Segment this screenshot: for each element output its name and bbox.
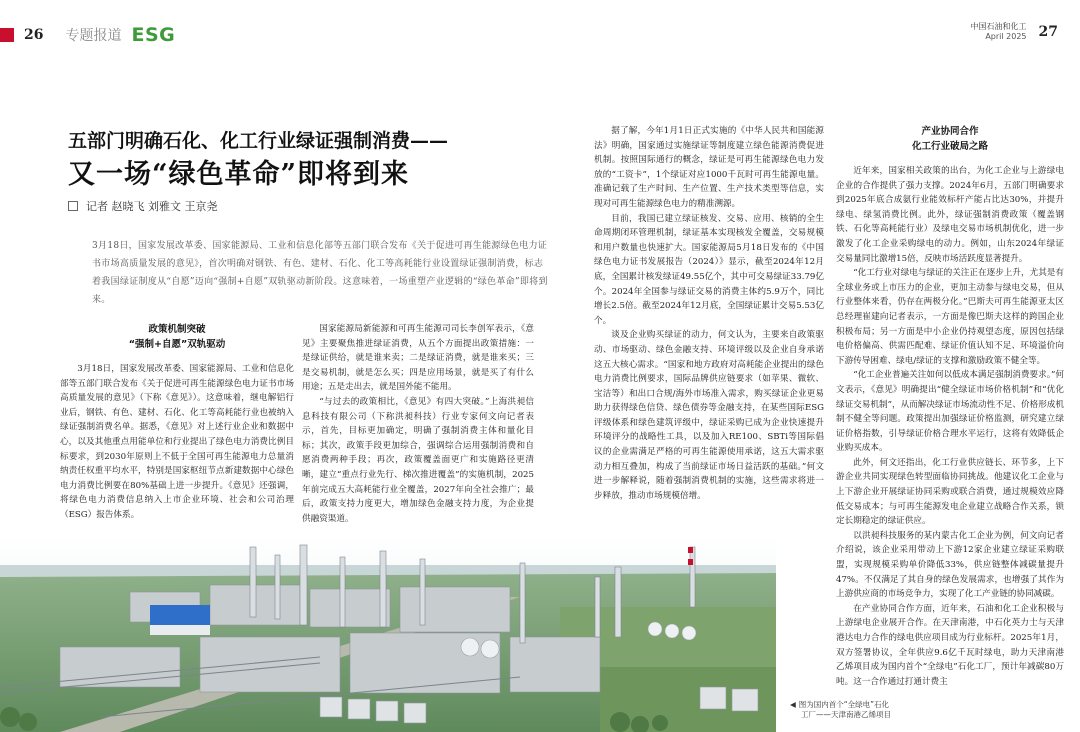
paragraph: “与过去的政策相比，《意见》有四大突破。”上海洪昶信息科技有限公司（下称洪昶科技）行业专家何文向记者表示，首先，目标更加确定，明确了强制消费主体和量化目标；其次，政策手段更加综合，强调综合运用强制消费和自愿消费两种手段；再次，政策覆盖面更广和实施路径更清晰，建立“重点行业先行、梯次推进覆盖”的实施机制，2025年前完成五大高耗能行业全覆盖，2027年向全社会推广；最后，政策支持力度更大，增加绿色金融支持力度，为企业提供融资渠道。 bbox=[302, 396, 534, 524]
magazine-name: 中国石油和化工 bbox=[970, 22, 1027, 31]
article-title: 又一场“绿色革命”即将到来 bbox=[68, 159, 410, 190]
page-number-right: 27 bbox=[1038, 24, 1058, 40]
byline-text: 记者 赵晓飞 刘雅文 王京尧 bbox=[86, 200, 218, 213]
page-header-right bbox=[971, 22, 1058, 42]
column-2 bbox=[302, 322, 534, 526]
article-byline bbox=[68, 198, 218, 214]
section-label: 专题报道 bbox=[65, 28, 122, 44]
paragraph: 据了解，今年1月1日正式实施的《中华人民共和国能源法》明确，国家通过实施绿证等制度建立绿色能源消费促进机制。按照国际通行的概念，绿证是可再生能源绿色电力发放的“工资卡”，1个绿证对应1000千瓦时可再生能源电量。准确记载了生产时间、生产位置、生产技术类型等信息，实现对可再生能源绿色电力的精准溯源。 bbox=[594, 126, 824, 209]
byline-box-icon bbox=[68, 201, 78, 211]
photo-caption bbox=[790, 700, 891, 720]
caption-line: 工厂——天津南港乙烯项目 bbox=[801, 710, 891, 719]
subhead-industry bbox=[836, 124, 1064, 154]
caption-arrow-icon: ◀ bbox=[790, 700, 796, 709]
paragraph: 3月18日，国家发展改革委、国家能源局、工业和信息化部等五部门联合发布《关于促进可再生能源绿色电力证书市场高质量发展的意见》（下称《意见》）。这意味着，继电解铝行业后，钢铁、有色、建材、石化、化工等高耗能行业也被纳入绿证强制消费名单。据悉，《意见》对上述行业企业和数据中心，以及其他重点用能单位和行业提出了绿色电力消费比例目标要求，到2030年原则上不低于全国可再生能源电力总量消纳责任权重平均水平，特别是国家枢纽节点新建数据中心绿色电力消费比例要在80%基础上进一步提升。《意见》还强调，将绿色电力消费信息纳入上市企业环境、社会和公司治理（ESG）报告体系。 bbox=[60, 364, 294, 520]
subhead-line: 政策机制突破 bbox=[148, 324, 206, 335]
column-4 bbox=[836, 124, 1064, 689]
refinery-illustration bbox=[0, 537, 776, 732]
paragraph: “化工行业对绿电与绿证的关注正在逐步上升，尤其是有全球业务或上市压力的企业，更加主动参与绿电交易，但从行业整体来看，仍存在两极分化。”巴斯夫可再生能源亚太区总经理崔建向记者表示，一方面是像巴斯夫这样的跨国企业积极布局；另一方面是中小企业仍持观望态度，原因包括绿电价格偏高、供需匹配难、绿证价值认知不足、环境溢价向下游传导困难、绿电/绿证的支撑和激励政策不健全等。 bbox=[836, 268, 1064, 366]
refinery-photo bbox=[0, 537, 776, 732]
paragraph: 目前，我国已建立绿证核发、交易、应用、核销的全生命周期闭环管理机制，绿证基本实现核发全覆盖，交易规模和用户数量也快速扩大。国家能源局5月18日发布的《中国绿色电力证书发展报告（2024）》显示，截至2024年12月底，全国累计核发绿证49.55亿个，其中可交易绿证33.79亿个。2024年全国参与绿证交易的消费主体约5.9万个，同比增长2.5倍。截至2024年12月底，全国绿证累计交易5.53亿个。 bbox=[594, 213, 824, 326]
paragraph: 以洪昶科技服务的某内蒙古化工企业为例，何文向记者介绍说，该企业采用带动上下游12家企业建立绿证采购联盟，实现规模采购单价降低33%，供应链整体减碳量提升47%。不仅满足了其自身的绿色发展需求，也增强了其作为上游供应商的市场竞争力，实现了化工产业链的协同减碳。 bbox=[836, 530, 1064, 600]
issue-date: April 2025 bbox=[985, 32, 1027, 41]
article-lede: 3月18日，国家发展改革委、国家能源局、工业和信息化部等五部门联合发布《关于促进可再生能源绿色电力证书市场高质量发展的意见》，首次明确对钢铁、有色、建材、石化、化工等高耗能行业设置绿证强制消费，标志着我国绿证制度从“自愿”迈向“强制+自愿”双轨驱动新阶段。这意味着，一场重塑产业逻辑的“绿色革命”即将到来。 bbox=[92, 241, 548, 305]
paragraph: 此外，何文还指出，化工行业供应链长、环节多，上下游企业共同实现绿色转型面临协同挑战。他建议化工企业与上下游企业开展绿证协同采购或联合消费，通过规模效应降低交易成本；与可再生能源发电企业建立战略合作关系，锁定长期稳定的绿证供应。 bbox=[836, 457, 1064, 527]
magazine-info bbox=[971, 22, 1027, 42]
column-3 bbox=[594, 124, 824, 503]
esg-logo: ESG bbox=[131, 24, 176, 46]
paragraph: “化工企业普遍关注如何以低成本满足强制消费要求。”何文表示，《意见》明确提出“健全绿证市场价格机制”和“优化绿证交易机制”，从而解决绿证市场流动性不足、价格形成机制不健全等问题。政策提出加强绿证价格监测，研究建立绿证价格指数，引导绿证价格合理水平运行，这将有效降低企业购买成本。 bbox=[836, 370, 1064, 454]
paragraph: 在产业协同合作方面，近年来，石油和化工企业积极与上游绿电企业展开合作。在天津南港，中石化英力士与天津港达电力合作的绿电供应项目成为行业标杆。2025年1月，双方签署协议，全年供应9.6亿千瓦时绿电，助力天津南港乙烯项目成为国内首个“全绿电”石化工厂，预计年减碳80万吨。这一合作通过打通计费主 bbox=[836, 603, 1064, 687]
subhead-line: “强制+自愿”双轨驱动 bbox=[128, 339, 226, 350]
caption-line: 图为国内首个“全绿电”石化 bbox=[798, 700, 890, 709]
page-header-left bbox=[0, 26, 175, 44]
paragraph: 近年来，国家相关政策的出台，为化工企业与上游绿电企业的合作提供了强力支撑。2024年6月，五部门明确要求到2025年底合成氨行业能效标杆产能占比达30%，并提升绿电、绿氢消费比例。此外，绿证强制消费政策（覆盖钢铁、石化等高耗能行业）及绿电交易市场机制优化，进一步激发了化工企业采购绿电的动力。例如，山东2024年绿证交易量同比激增15倍，反映市场活跃度显著提升。 bbox=[836, 166, 1064, 264]
subhead-policy bbox=[60, 322, 294, 352]
subhead-line: 产业协同合作 bbox=[921, 126, 979, 137]
page-number-left: 26 bbox=[24, 27, 44, 43]
subhead-line: 化工行业破局之路 bbox=[911, 141, 988, 152]
column-1 bbox=[60, 322, 294, 523]
paragraph: 国家能源局新能源和可再生能源司司长李创军表示，《意见》主要聚焦推进绿证消费，从五个方面提出政策措施：一是绿证供给，就是谁来卖；二是绿证消费，就是谁来买；三是交易机制，就是怎么买；四是应用场景，就是买了有什么用途；五是走出去，就是国外能不能用。 bbox=[302, 324, 534, 393]
article-kicker: 五部门明确石化、化工行业绿证强制消费—— bbox=[68, 130, 449, 152]
paragraph: 谈及企业购买绿证的动力，何文认为，主要来自政策驱动、市场驱动、绿色金融支持、环境评级以及企业自身承诺这五大核心需求。“国家和地方政府对高耗能企业提出的绿色电力消费比例要求，国际品牌供应链要求（如苹果、微软、宝洁等）和出口合规/海外市场准入需求，购买绿证企业更易助力获得绿色信贷、绿色债券等金融支持，在某些国际ESG评级体系和绿色建筑评级中，绿证采购已成为企业快速提升环境评分的战略性工具，以及加入RE100、SBTi等国际倡议的企业需满足严格的可再生能源使用承诺，这五大需求驱动力相互叠加，构成了当前绿证市场日益活跃的基础。”何文进一步解释说，随着强制消费机制的实施，这些需求将进一步释放，推动市场规模倍增。 bbox=[594, 330, 824, 501]
section-marker bbox=[0, 28, 14, 42]
